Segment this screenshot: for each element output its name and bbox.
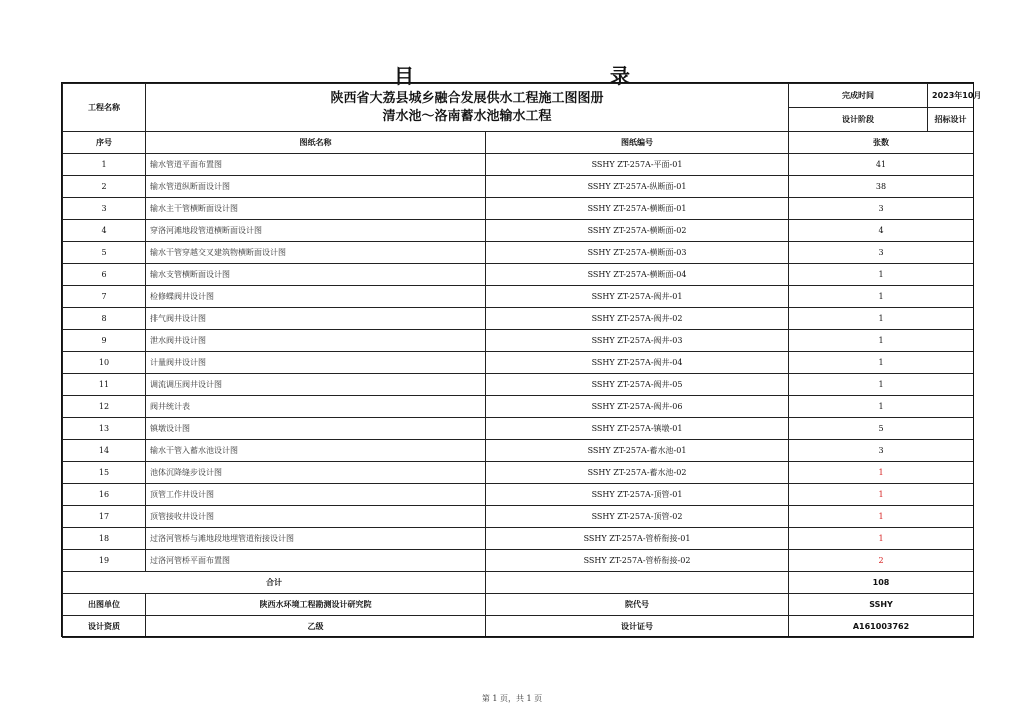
qualification-label: 设计资质 <box>63 616 146 638</box>
row-drawing-code: SSHY ZT-257A-阀井-04 <box>486 352 789 374</box>
row-drawing-name: 池体沉降缝步设计图 <box>146 462 486 484</box>
table-row <box>63 220 974 242</box>
table-row <box>63 308 974 330</box>
row-drawing-code: SSHY ZT-257A-镇墩-01 <box>486 418 789 440</box>
row-no: 15 <box>63 462 146 484</box>
row-drawing-code: SSHY ZT-257A-顶管-02 <box>486 506 789 528</box>
row-drawing-code: SSHY ZT-257A-阀井-02 <box>486 308 789 330</box>
row-sheet-count: 2 <box>789 550 974 572</box>
row-sheet-count: 1 <box>789 506 974 528</box>
project-label: 工程名称 <box>63 84 146 132</box>
table-row <box>63 242 974 264</box>
table-row <box>63 352 974 374</box>
row-sheet-count: 1 <box>789 528 974 550</box>
stage-label: 设计阶段 <box>789 108 928 132</box>
row-drawing-code: SSHY ZT-257A-阀井-01 <box>486 286 789 308</box>
project-name <box>146 84 789 132</box>
row-no: 10 <box>63 352 146 374</box>
row-drawing-name: 输水管道纵断面设计图 <box>146 176 486 198</box>
row-drawing-name: 调流调压阀井设计图 <box>146 374 486 396</box>
project-name-line1: 陕西省大荔县城乡融合发展供水工程施工图图册 <box>330 90 604 106</box>
row-drawing-code: SSHY ZT-257A-阀井-03 <box>486 330 789 352</box>
row-drawing-name: 过洛河管桥与滩地段地埋管道衔接设计图 <box>146 528 486 550</box>
table-row <box>63 154 974 176</box>
row-sheet-count: 1 <box>789 286 974 308</box>
row-sheet-count: 4 <box>789 220 974 242</box>
total-label: 合计 <box>63 572 486 594</box>
row-sheet-count: 1 <box>789 308 974 330</box>
table-row <box>63 176 974 198</box>
row-sheet-count: 41 <box>789 154 974 176</box>
col-name-header: 图纸名称 <box>146 132 486 154</box>
certificate-label: 设计证号 <box>486 616 789 638</box>
row-drawing-name: 镇墩设计图 <box>146 418 486 440</box>
stage-value: 招标设计 <box>928 108 974 132</box>
row-drawing-name: 输水管道平面布置图 <box>146 154 486 176</box>
table-row <box>63 396 974 418</box>
table-row <box>63 528 974 550</box>
table-row <box>63 462 974 484</box>
row-drawing-name: 检修蝶阀井设计图 <box>146 286 486 308</box>
row-no: 6 <box>63 264 146 286</box>
row-no: 4 <box>63 220 146 242</box>
row-drawing-name: 过洛河管桥平面布置图 <box>146 550 486 572</box>
project-row-1 <box>63 84 974 108</box>
certificate-value: A161003762 <box>789 616 974 638</box>
page-footer: 第 1 页，共 1 页 <box>481 694 543 703</box>
row-drawing-name: 输水主干管横断面设计图 <box>146 198 486 220</box>
row-sheet-count: 3 <box>789 242 974 264</box>
row-drawing-name: 顶管接收井设计图 <box>146 506 486 528</box>
row-sheet-count: 1 <box>789 484 974 506</box>
row-drawing-name: 顶管工作井设计图 <box>146 484 486 506</box>
row-drawing-name: 输水干管穿越交叉建筑物横断面设计图 <box>146 242 486 264</box>
total-row <box>63 572 974 594</box>
row-drawing-code: SSHY ZT-257A-平面-01 <box>486 154 789 176</box>
total-spacer <box>486 572 789 594</box>
issuer-value: 陕西水环境工程勘测设计研究院 <box>146 594 486 616</box>
row-drawing-code: SSHY ZT-257A-管桥衔接-01 <box>486 528 789 550</box>
row-no: 18 <box>63 528 146 550</box>
row-sheet-count: 38 <box>789 176 974 198</box>
table-row <box>63 484 974 506</box>
issuer-row <box>63 594 974 616</box>
row-drawing-code: SSHY ZT-257A-阀井-06 <box>486 396 789 418</box>
table-row <box>63 418 974 440</box>
row-drawing-code: SSHY ZT-257A-横断面-03 <box>486 242 789 264</box>
table-row <box>63 264 974 286</box>
qualification-value: 乙级 <box>146 616 486 638</box>
table-row <box>63 286 974 308</box>
table-row <box>63 506 974 528</box>
row-drawing-code: SSHY ZT-257A-顶管-01 <box>486 484 789 506</box>
row-drawing-name: 计量阀井设计图 <box>146 352 486 374</box>
row-no: 13 <box>63 418 146 440</box>
col-code-header: 图纸编号 <box>486 132 789 154</box>
row-drawing-name: 排气阀井设计图 <box>146 308 486 330</box>
row-sheet-count: 1 <box>789 396 974 418</box>
row-drawing-name: 输水干管入蓄水池设计图 <box>146 440 486 462</box>
row-no: 17 <box>63 506 146 528</box>
row-drawing-name: 泄水阀井设计图 <box>146 330 486 352</box>
project-name-line2: 清水池～洛南蓄水池输水工程 <box>382 108 552 124</box>
row-drawing-code: SSHY ZT-257A-横断面-01 <box>486 198 789 220</box>
row-sheet-count: 1 <box>789 330 974 352</box>
row-drawing-code: SSHY ZT-257A-横断面-02 <box>486 220 789 242</box>
row-no: 3 <box>63 198 146 220</box>
row-drawing-code: SSHY ZT-257A-管桥衔接-02 <box>486 550 789 572</box>
row-drawing-code: SSHY ZT-257A-蓄水池-02 <box>486 462 789 484</box>
row-no: 5 <box>63 242 146 264</box>
row-no: 14 <box>63 440 146 462</box>
row-no: 12 <box>63 396 146 418</box>
completion-label: 完成时间 <box>789 84 928 108</box>
row-sheet-count: 3 <box>789 440 974 462</box>
table-row <box>63 440 974 462</box>
col-no-header: 序号 <box>63 132 146 154</box>
row-no: 1 <box>63 154 146 176</box>
row-drawing-code: SSHY ZT-257A-蓄水池-01 <box>486 440 789 462</box>
row-no: 2 <box>63 176 146 198</box>
column-header-row <box>63 132 974 154</box>
drawing-index-table <box>62 83 982 638</box>
total-value: 108 <box>789 572 974 594</box>
row-sheet-count: 1 <box>789 264 974 286</box>
col-count-header: 张数 <box>789 132 974 154</box>
drawing-rows <box>63 154 974 572</box>
row-no: 8 <box>63 308 146 330</box>
row-no: 9 <box>63 330 146 352</box>
row-no: 16 <box>63 484 146 506</box>
row-drawing-name: 输水支管横断面设计图 <box>146 264 486 286</box>
row-sheet-count: 1 <box>789 352 974 374</box>
row-no: 7 <box>63 286 146 308</box>
row-no: 11 <box>63 374 146 396</box>
row-drawing-code: SSHY ZT-257A-纵断面-01 <box>486 176 789 198</box>
table-row <box>63 550 974 572</box>
table-row <box>63 374 974 396</box>
completion-value: 2023年10月 <box>928 84 974 108</box>
row-sheet-count: 5 <box>789 418 974 440</box>
row-drawing-name: 穿洛河滩地段管道横断面设计图 <box>146 220 486 242</box>
row-sheet-count: 1 <box>789 374 974 396</box>
table-row <box>63 330 974 352</box>
table-row <box>63 198 974 220</box>
row-drawing-code: SSHY ZT-257A-横断面-04 <box>486 264 789 286</box>
row-no: 19 <box>63 550 146 572</box>
page-title: 目 录 <box>394 64 718 88</box>
row-drawing-name: 阀井统计表 <box>146 396 486 418</box>
issuer-label: 出图单位 <box>63 594 146 616</box>
institute-code-label: 院代号 <box>486 594 789 616</box>
row-drawing-code: SSHY ZT-257A-阀井-05 <box>486 374 789 396</box>
row-sheet-count: 1 <box>789 462 974 484</box>
row-sheet-count: 3 <box>789 198 974 220</box>
qualification-row <box>63 616 974 638</box>
institute-code-value: SSHY <box>789 594 974 616</box>
